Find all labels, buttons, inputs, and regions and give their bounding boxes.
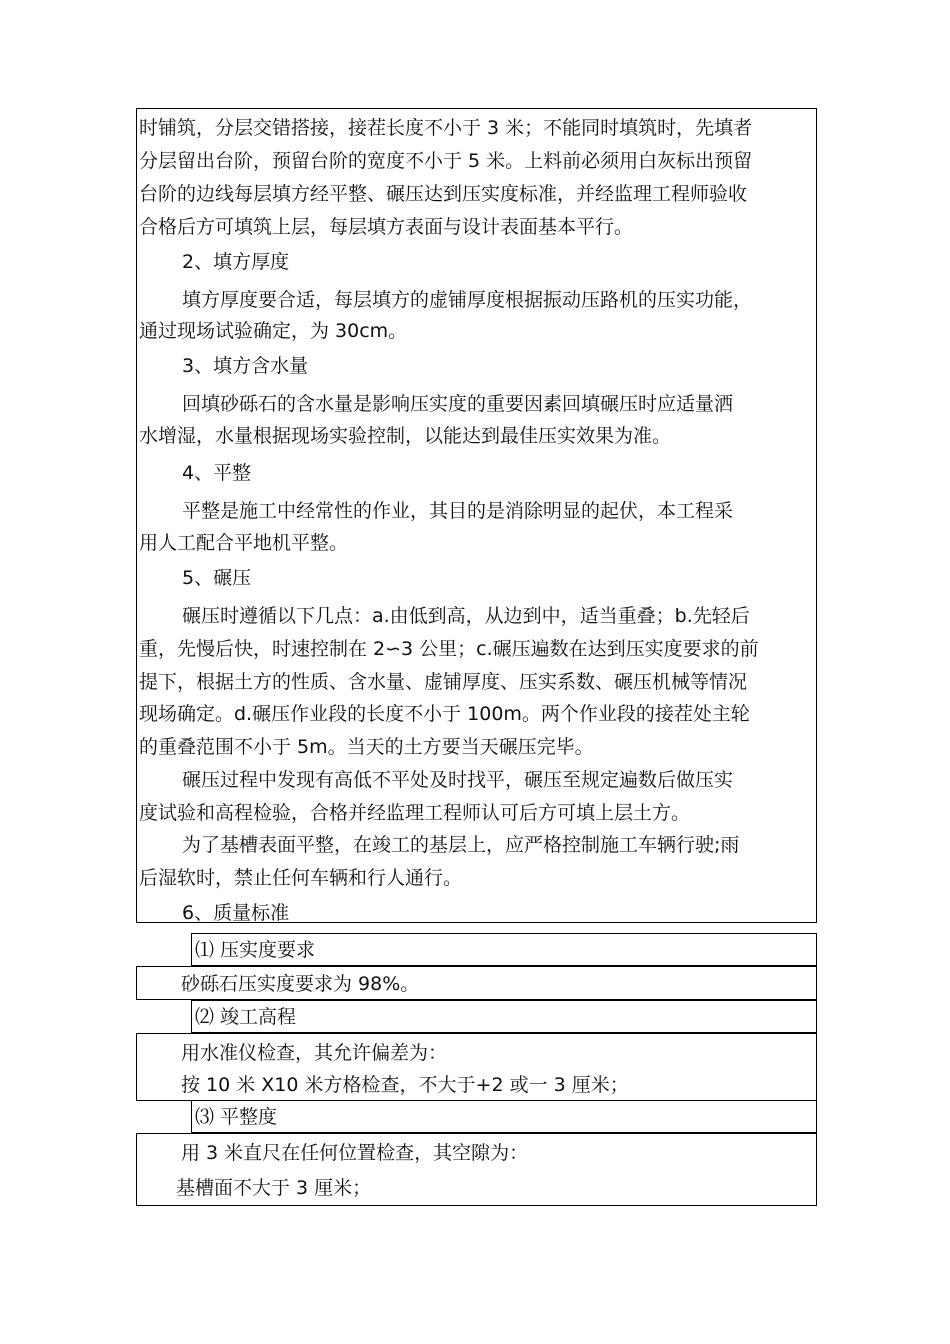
paragraph-line: 用水准仪检查，其允许偏差为： (181, 1042, 448, 1064)
paragraph-line: 水增湿，水量根据现场实验控制，以能达到最佳压实效果为准。 (139, 425, 672, 447)
paragraph-line: 台阶的边线每层填方经平整、碾压达到压实度标准，并经监理工程师验收 (139, 183, 748, 205)
paragraph-line: 基槽面不大于 3 厘米； (176, 1177, 372, 1199)
paragraph-line: 砂砾石压实度要求为 98%。 (181, 973, 420, 995)
subsection-body (136, 1033, 817, 1101)
paragraph-line: 现场确定。d.碾压作业段的长度不小于 100m。两个作业段的接茬处主轮 (139, 703, 750, 725)
paragraph-line: 按 10 米 X10 米方格检查，不大于+2 或一 3 厘米； (181, 1074, 629, 1096)
paragraph-line: 后湿软时，禁止任何车辆和行人通行。 (139, 867, 463, 889)
paragraph-line: 度试验和高程检验，合格并经监理工程师认可后方可填上层土方。 (139, 802, 691, 824)
paragraph-line: 合格后方可填筑上层，每层填方表面与设计表面基本平行。 (139, 216, 634, 238)
paragraph-line: 用人工配合平地机平整。 (139, 532, 349, 554)
subsection-heading: ⑶ 平整度 (195, 1106, 278, 1128)
subsection-body (136, 1133, 817, 1206)
subsection-heading: ⑴ 压实度要求 (195, 939, 316, 961)
section-heading: 4、平整 (182, 462, 252, 484)
paragraph-line: 通过现场试验确定，为 30cm。 (139, 320, 408, 342)
paragraph-line: 分层留出台阶，预留台阶的宽度不小于 5 米。上料前必须用白灰标出预留 (139, 150, 753, 172)
section-heading: 6、质量标准 (182, 902, 290, 924)
paragraph-line: 用 3 米直尺在任何位置检查，其空隙为： (181, 1142, 529, 1164)
paragraph-line: 提下，根据土方的性质、含水量、虚铺厚度、压实系数、碾压机械等情况 (139, 671, 748, 693)
main-text-block (136, 108, 817, 923)
section-heading: 3、填方含水量 (182, 355, 309, 377)
paragraph-line: 平整是施工中经常性的作业，其目的是消除明显的起伏，本工程采 (182, 500, 734, 522)
subsection-heading-box (191, 1000, 817, 1033)
section-heading: 2、填方厚度 (182, 251, 290, 273)
subsection-heading-box (191, 933, 817, 966)
paragraph-line: 为了基槽表面平整，在竣工的基层上，应严格控制施工车辆行驶;雨 (182, 834, 740, 856)
paragraph-line: 碾压过程中发现有高低不平处及时找平，碾压至规定遍数后做压实 (182, 769, 734, 791)
paragraph-line: 的重叠范围不小于 5m。当天的土方要当天碾压完毕。 (139, 736, 594, 758)
paragraph-line: 时铺筑，分层交错搭接，接茬长度不小于 3 米；不能同时填筑时，先填者 (139, 117, 753, 139)
paragraph-line: 填方厚度要合适，每层填方的虚铺厚度根据振动压路机的压实功能， (182, 289, 753, 311)
paragraph-line: 重，先慢后快，时速控制在 2∽3 公里；c.碾压遍数在达到压实度要求的前 (139, 638, 759, 660)
paragraph-line: 碾压时遵循以下几点：a.由低到高，从边到中，适当重叠；b.先轻后 (182, 605, 750, 627)
section-heading: 5、碾压 (182, 567, 252, 589)
paragraph-line: 回填砂砾石的含水量是影响压实度的重要因素回填碾压时应适量洒 (182, 393, 734, 415)
subsection-heading: ⑵ 竣工高程 (195, 1006, 297, 1028)
subsection-body (136, 966, 817, 1000)
subsection-heading-box (191, 1100, 817, 1133)
